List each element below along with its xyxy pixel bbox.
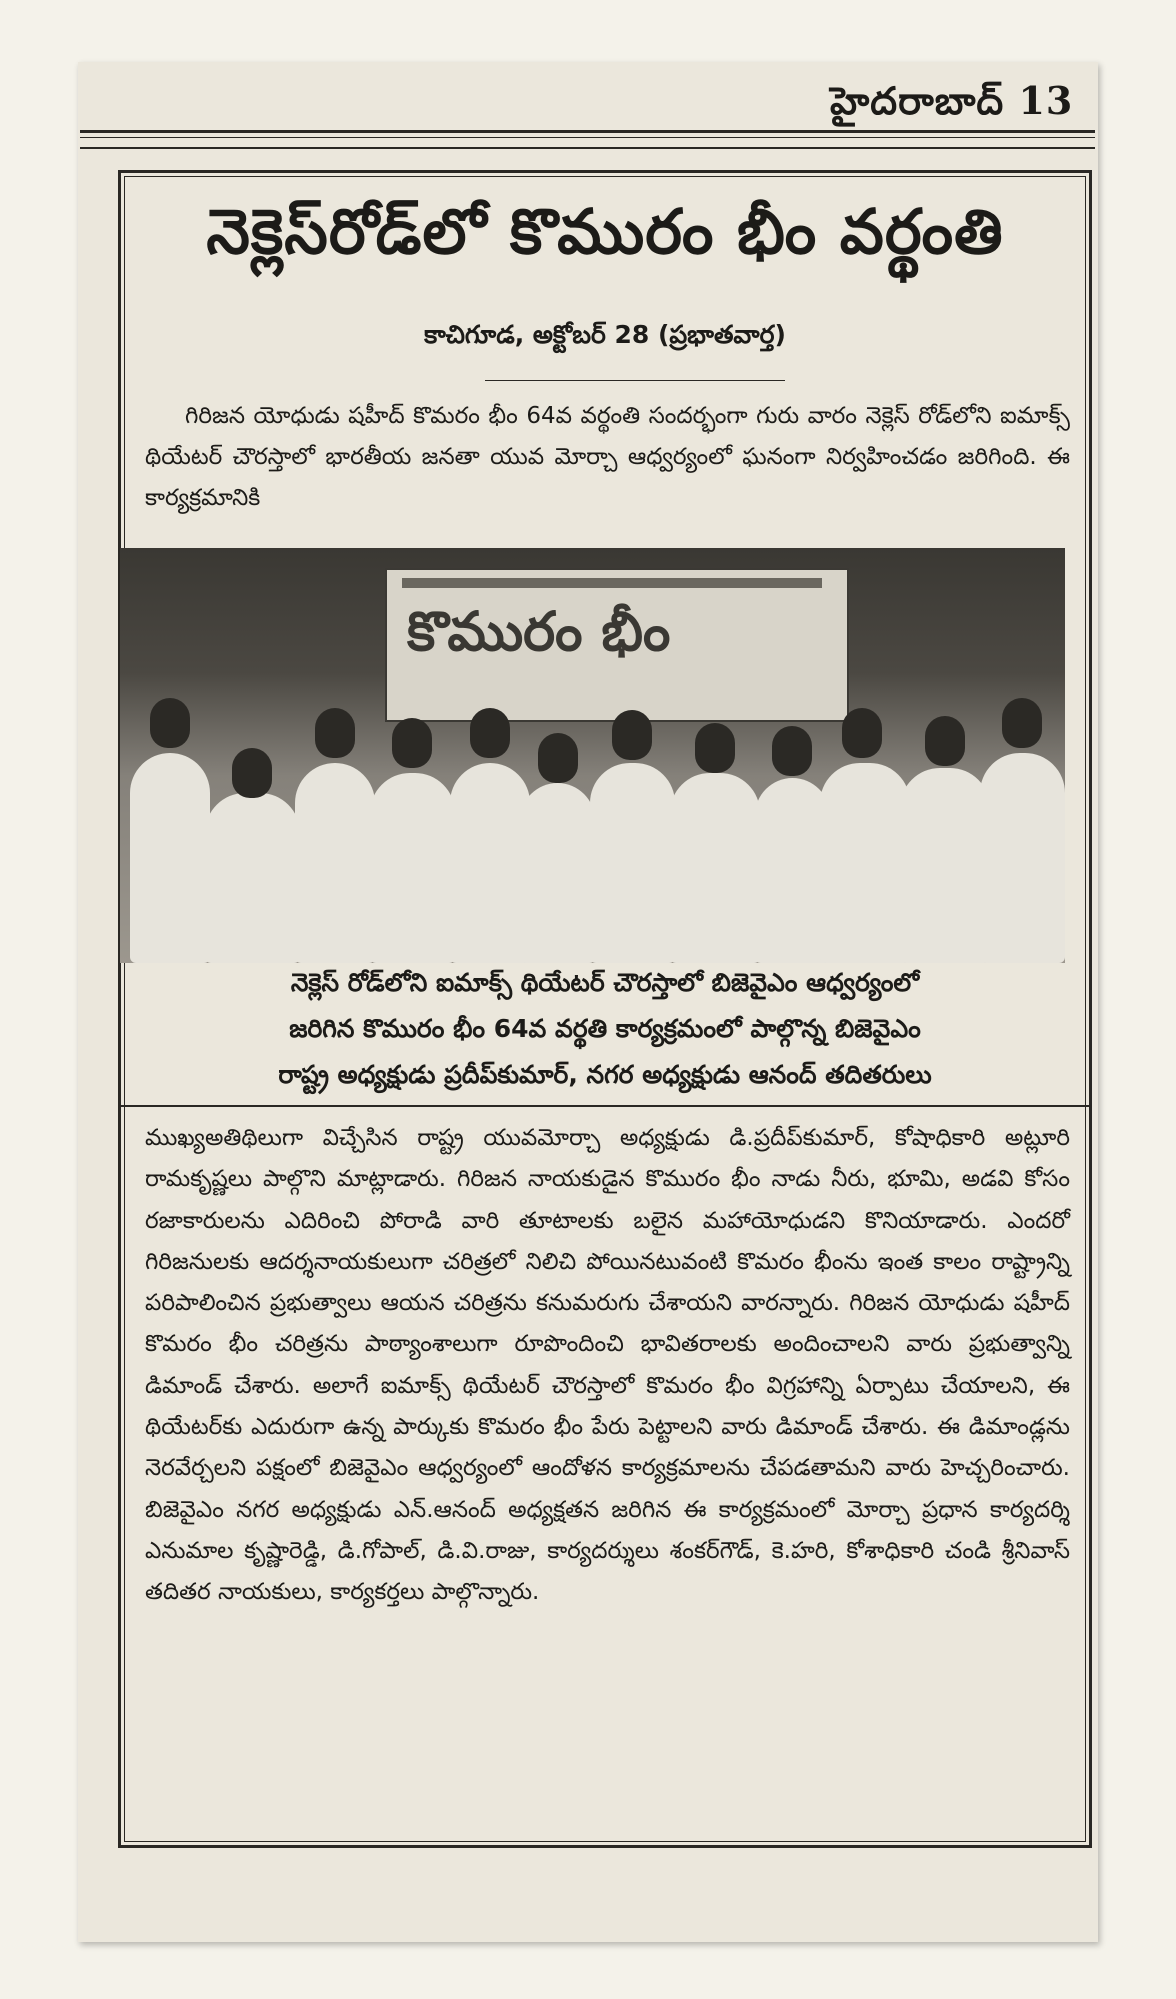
caption-line: నెక్లెస్ రోడ్‌లోని ఐమాక్స్ థియేటర్ చౌరస్తాలో బిజెవైఎం ఆధ్వర్యంలో: [290, 968, 920, 997]
banner-title: కొమురం భీం: [407, 600, 671, 663]
person-figure: [520, 783, 595, 963]
header-rule: [80, 147, 1095, 149]
person-figure: [980, 753, 1065, 963]
person-head: [842, 708, 882, 758]
person-figure: [205, 793, 300, 963]
person-figure: [295, 763, 375, 963]
person-head: [772, 726, 812, 776]
page-header: హైదరాబాద్ 13: [830, 78, 1074, 123]
caption-line: రాష్ట్ర అధ్యక్షుడు ప్రదీప్‌కుమార్, నగర అధ్యక్షుడు ఆనంద్ తదితరులు: [278, 1060, 932, 1089]
person-head: [1002, 698, 1042, 748]
person-head: [612, 710, 652, 760]
article-dateline: కాచిగూడ, అక్టోబర్ 28 (ప్రభాతవార్త): [424, 320, 786, 349]
article-paragraph-body: ముఖ్యఅతిథిలుగా విచ్చేసిన రాష్ట్ర యువమోర్చా అధ్యక్షుడు డి.ప్రదీప్‌కుమార్, కోషాధికారి అట్లూరి రామకృష్ణలు పాల్గొని మాట్లాడారు. గిరిజన నాయకుడైన కొమురం భీం నాడు నీరు, భూమి, అడవి కోసం రజాకారులను ఎదిరించి పోరాడి వారి తూటాలకు బలైన మహాయోధుడని కొనియాడారు. ఎందరో గిరిజనులకు ఆదర్శనాయకులుగా చరిత్రలో నిలిచి పోయినటువంటి కొమరం భీంను ఇంత కాలం రాష్ట్రాన్ని పరిపాలించిన ప్రభుత్వాలు ఆయన చరిత్రను కనుమరుగు చేశాయని వారన్నారు. గిరిజన యోధుడు షహీద్ కొమరం భీం చరిత్రను పాఠ్యాంశాలుగా రూపొందించి భావితరాలకు అందించాలని వారు ప్రభుత్వాన్ని డిమాండ్ చేశారు. అలాగే ఐమాక్స్ థియేటర్ చౌరస్తాలో కొమరం భీం విగ్రహాన్ని ఏర్పాటు చేయాలని, ఈ థియేటర్‌కు ఎదురుగా ఉన్న పార్కుకు కొమరం భీం పేరు పెట్టాలని వారు డిమాండ్ చేశారు. ఈ డిమాండ్లను నెరవేర్చలని పక్షంలో బిజెవైఎం ఆధ్వర్యంలో ఆందోళన కార్యక్రమాలను చేపడతామని వారు హెచ్చరించారు. బిజెవైఎం నగర అధ్యక్షుడు ఎన్.ఆనంద్ అధ్యక్షతన జరిగిన ఈ కార్యక్రమంలో మోర్చా ప్రధాన కార్యదర్శి ఎనుమాల కృష్ణారెడ్డి, డి.గోపాల్, డి.వి.రాజు, కార్యదర్శులు శంకర్‌గౌడ్, కె.హరి, కోశాధికారి చండి శ్రీనివాస్ తదితర నాయకులు, కార్యకర్తలు పాల్గొన్నారు.: [145, 1125, 1070, 1606]
caption-line: జరిగిన కొమురం భీం 64వ వర్థతి కార్యక్రమంలో పాల్గొన్న బిజెవైఎం: [289, 1014, 921, 1043]
person-figure: [755, 778, 830, 963]
person-head: [470, 708, 510, 758]
person-figure: [450, 763, 530, 963]
person-head: [150, 698, 190, 748]
header-rule: [80, 130, 1095, 133]
person-figure: [370, 773, 455, 963]
dateline-rule: [485, 380, 785, 381]
person-head: [925, 716, 965, 766]
person-figure: [900, 768, 990, 963]
photo-banner: [385, 568, 849, 722]
article-headline: నెక్లెస్‌రోడ్‌లో కొమురం భీం వర్థంతి: [206, 195, 1004, 268]
person-head: [695, 723, 735, 773]
person-head: [315, 708, 355, 758]
person-figure: [590, 763, 675, 963]
person-head: [538, 733, 578, 783]
person-head: [232, 748, 272, 798]
photo-caption: [130, 960, 1080, 1098]
header-rule: [80, 137, 1095, 138]
person-figure: [820, 763, 910, 963]
person-figure: [670, 773, 760, 963]
event-photo: [120, 548, 1065, 963]
caption-rule: [120, 1105, 1090, 1107]
article-paragraph-intro: గిరిజన యోధుడు షహీద్ కొమరం భీం 64వ వర్థంతి సందర్భంగా గురు వారం నెక్లెస్ రోడ్‌లోని ఐమాక్స్ థియేటర్ చౌరస్తాలో భారతీయ జనతా యువ మోర్చా ఆధ్వర్యంలో ఘనంగా నిర్వహించడం జరిగింది. ఈ కార్యక్రమానికి: [145, 403, 1070, 511]
person-head: [392, 718, 432, 768]
banner-text-strip: [402, 578, 822, 588]
person-figure: [130, 753, 210, 963]
